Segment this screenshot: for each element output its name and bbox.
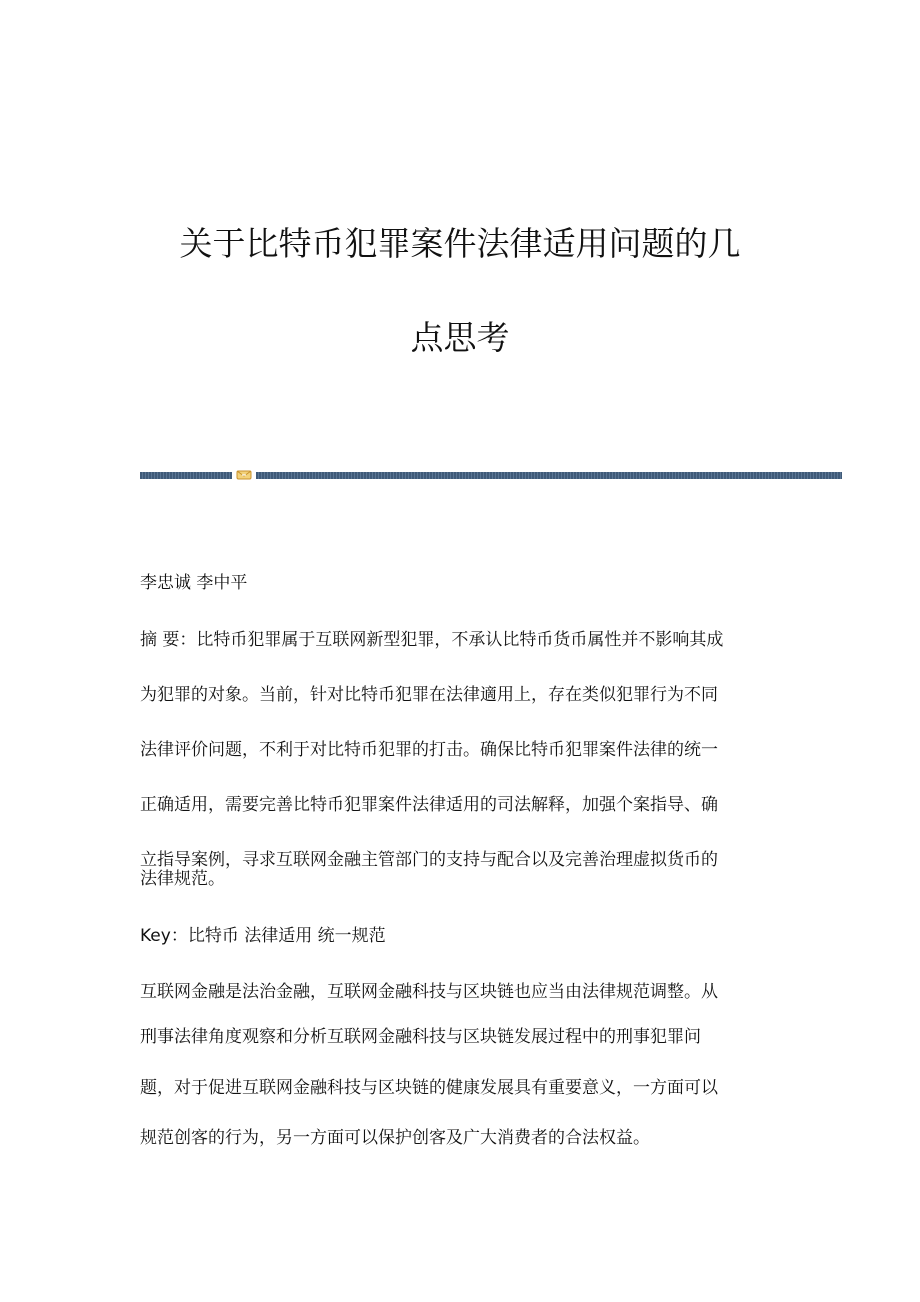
divider-bar-left bbox=[140, 472, 232, 479]
abstract-line-4: 正确适用，需要完善比特币犯罪案件法律适用的司法解释，加强个案指导、确 bbox=[140, 795, 718, 815]
title-divider bbox=[140, 469, 842, 481]
divider-bar-right bbox=[256, 472, 842, 479]
divider-ornament-icon bbox=[236, 469, 252, 481]
body-line-1: 互联网金融是法治金融，互联网金融科技与区块链也应当由法律规范调整。从 bbox=[140, 982, 718, 1002]
abstract-line-5: 立指导案例，寻求互联网金融主管部门的支持与配合以及完善治理虚拟货币的 bbox=[140, 850, 718, 870]
authors: 李忠诚 李中平 bbox=[140, 573, 248, 593]
document-title-line-1: 关于比特币犯罪案件法律适用问题的几 bbox=[179, 224, 741, 263]
document-title-line-2: 点思考 bbox=[410, 318, 510, 357]
body-line-4: 规范创客的行为，另一方面可以保护创客及广大消费者的合法权益。 bbox=[140, 1128, 650, 1148]
keywords: Key：比特币 法律适用 统一规范 bbox=[140, 926, 386, 946]
abstract-line-1: 摘 要：比特币犯罪属于互联网新型犯罪，不承认比特币货币属性并不影响其成 bbox=[140, 630, 724, 650]
abstract-line-3: 法律评价问题，不利于对比特币犯罪的打击。确保比特币犯罪案件法律的统一 bbox=[140, 740, 718, 760]
abstract-line-6: 法律规范。 bbox=[140, 869, 225, 889]
body-line-2: 刑事法律角度观察和分析互联网金融科技与区块链发展过程中的刑事犯罪问 bbox=[140, 1027, 701, 1047]
abstract-line-2: 为犯罪的对象。当前，针对比特币犯罪在法律適用上，存在类似犯罪行为不同 bbox=[140, 685, 718, 705]
body-line-3: 题，对于促进互联网金融科技与区块链的健康发展具有重要意义，一方面可以 bbox=[140, 1078, 718, 1098]
